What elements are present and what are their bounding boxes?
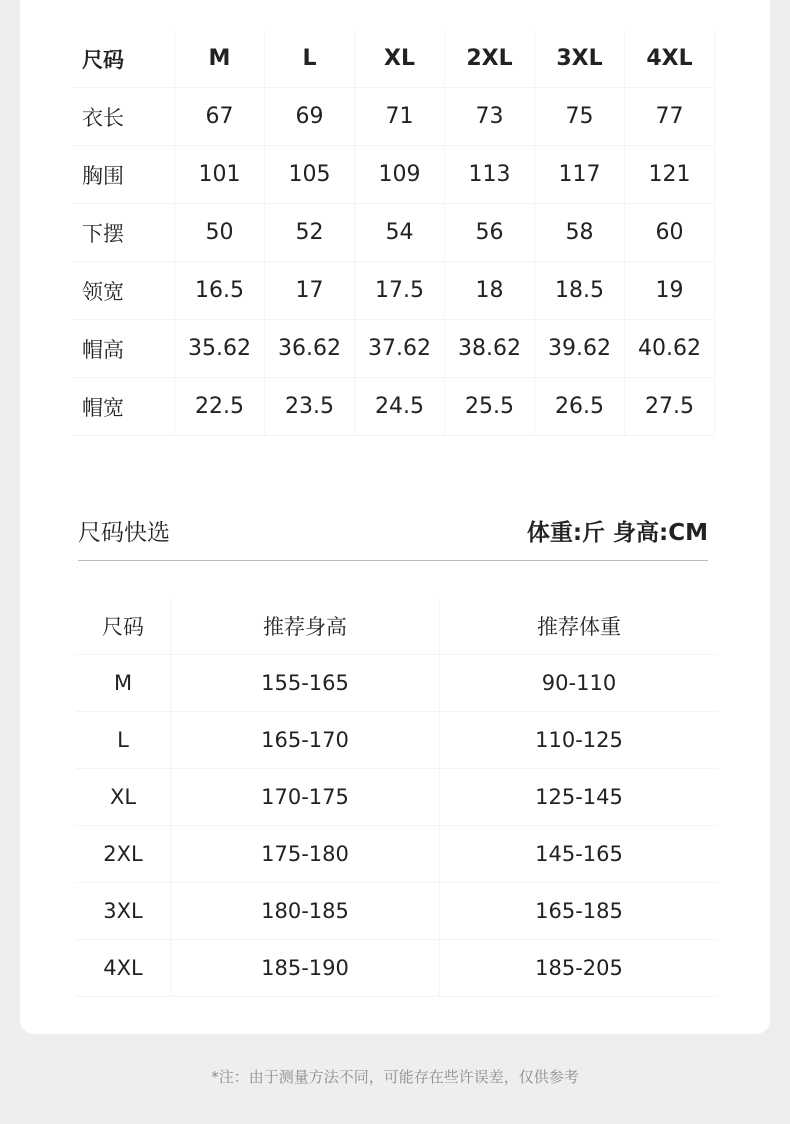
quick-select-header [78, 512, 708, 561]
size-chart-cell: 52 [265, 204, 355, 262]
size-chart-cell: 17 [265, 262, 355, 320]
size-chart-cell: 121 [625, 146, 715, 204]
recommend-row [76, 712, 718, 769]
recommend-size: 3XL [76, 883, 171, 940]
size-chart-cell: 117 [535, 146, 625, 204]
size-chart-cell: 38.62 [445, 320, 535, 378]
recommend-weight: 145-165 [440, 826, 719, 883]
size-chart-cell: 105 [265, 146, 355, 204]
size-chart-cell: 73 [445, 88, 535, 146]
quick-select-units: 体重:斤 身高:CM [526, 520, 708, 546]
size-chart-cell: 54 [355, 204, 445, 262]
size-chart-header-cell: 2XL [445, 30, 535, 88]
size-chart-cell: 67 [175, 88, 265, 146]
size-chart-cell: 27.5 [625, 378, 715, 436]
recommend-size: XL [76, 769, 171, 826]
size-chart-cell: 17.5 [355, 262, 445, 320]
size-chart-cell: 40.62 [625, 320, 715, 378]
size-chart-row [72, 204, 715, 262]
size-chart-cell: 69 [265, 88, 355, 146]
size-chart-row [72, 378, 715, 436]
size-chart-cell: 24.5 [355, 378, 445, 436]
size-chart-table [72, 30, 715, 436]
recommend-size: 2XL [76, 826, 171, 883]
size-chart-cell: 56 [445, 204, 535, 262]
size-chart-row-label: 下摆 [72, 204, 175, 262]
size-chart-header-cell: M [175, 30, 265, 88]
size-chart-cell: 18.5 [535, 262, 625, 320]
size-chart-cell: 22.5 [175, 378, 265, 436]
size-chart-cell: 109 [355, 146, 445, 204]
size-chart-row [72, 320, 715, 378]
size-chart-row [72, 146, 715, 204]
recommend-weight: 165-185 [440, 883, 719, 940]
recommend-height: 155-165 [171, 655, 440, 712]
size-chart-cell: 19 [625, 262, 715, 320]
size-chart-cell: 39.62 [535, 320, 625, 378]
recommend-weight: 110-125 [440, 712, 719, 769]
recommend-row [76, 655, 718, 712]
size-chart-cell: 23.5 [265, 378, 355, 436]
recommend-size: L [76, 712, 171, 769]
recommend-height: 170-175 [171, 769, 440, 826]
recommend-table [76, 598, 718, 997]
size-chart-cell: 36.62 [265, 320, 355, 378]
recommend-height: 165-170 [171, 712, 440, 769]
size-chart-header-cell: XL [355, 30, 445, 88]
size-chart-row-label: 衣长 [72, 88, 175, 146]
recommend-header-row [76, 598, 718, 655]
size-chart-row-label: 胸围 [72, 146, 175, 204]
size-chart-cell: 60 [625, 204, 715, 262]
size-chart-header-cell: 4XL [625, 30, 715, 88]
size-chart-cell: 58 [535, 204, 625, 262]
size-chart-cell: 113 [445, 146, 535, 204]
recommend-header-size: 尺码 [76, 598, 171, 655]
recommend-height: 185-190 [171, 940, 440, 997]
size-chart-header-cell: L [265, 30, 355, 88]
size-chart-cell: 26.5 [535, 378, 625, 436]
recommend-height: 180-185 [171, 883, 440, 940]
size-chart-cell: 50 [175, 204, 265, 262]
size-chart-header-cell: 3XL [535, 30, 625, 88]
size-chart-cell: 101 [175, 146, 265, 204]
recommend-weight: 125-145 [440, 769, 719, 826]
size-chart-row-label: 帽宽 [72, 378, 175, 436]
recommend-height: 175-180 [171, 826, 440, 883]
size-chart-header-row [72, 30, 715, 88]
recommend-row [76, 940, 718, 997]
size-chart-cell: 75 [535, 88, 625, 146]
size-chart-row-label: 帽高 [72, 320, 175, 378]
recommend-header-weight: 推荐体重 [440, 598, 719, 655]
size-chart-cell: 37.62 [355, 320, 445, 378]
size-chart-cell: 25.5 [445, 378, 535, 436]
size-chart-cell: 16.5 [175, 262, 265, 320]
recommend-row [76, 769, 718, 826]
recommend-size: 4XL [76, 940, 171, 997]
size-chart-row-label: 领宽 [72, 262, 175, 320]
measurement-disclaimer: *注：由于测量方法不同，可能存在些许误差，仅供参考 [211, 1068, 579, 1086]
size-chart-header-label: 尺码 [72, 30, 175, 88]
recommend-size: M [76, 655, 171, 712]
size-chart-cell: 71 [355, 88, 445, 146]
recommend-header-height: 推荐身高 [171, 598, 440, 655]
recommend-row [76, 826, 718, 883]
size-chart-row [72, 262, 715, 320]
quick-select-title: 尺码快选 [78, 520, 170, 546]
size-chart-cell: 77 [625, 88, 715, 146]
recommend-weight: 90-110 [440, 655, 719, 712]
recommend-row [76, 883, 718, 940]
recommend-weight: 185-205 [440, 940, 719, 997]
size-chart-cell: 35.62 [175, 320, 265, 378]
size-chart-cell: 18 [445, 262, 535, 320]
size-chart-row [72, 88, 715, 146]
